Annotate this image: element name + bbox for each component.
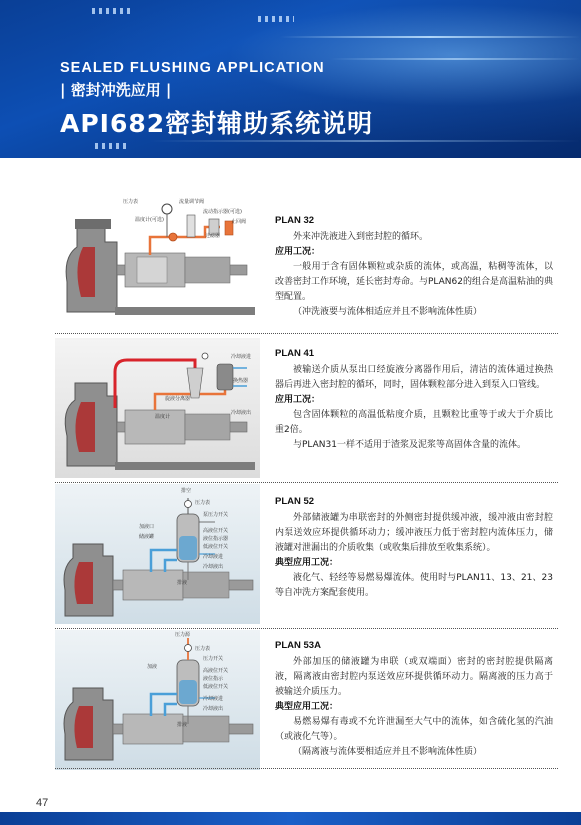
callout-label: 冷却液进 <box>203 554 224 560</box>
callout-label: 高液位开关 <box>203 528 229 534</box>
paragraph: 与PLAN31一样不适用于渣浆及泥浆等高固体含量的流体。 <box>293 440 526 450</box>
callout-label: 压力源 <box>175 632 191 638</box>
plan-intro: 被输送介质从泵出口经旋液分离器作用后，清洁的流体通过换热器后再进入密封腔的循环，同时，固体颗粒部分进入到泵入口管线。 <box>275 365 553 390</box>
callout-label: 冷却液进 <box>231 354 252 360</box>
pump-seal-diagram <box>55 187 260 327</box>
decorative-dots <box>258 16 294 22</box>
callout-label: 过滤器 <box>205 233 221 239</box>
callout-label: 高液位开关 <box>203 668 229 674</box>
plan-32-text <box>275 213 553 320</box>
paragraph: （冲洗液要与流体相适应并且不影响流体性质） <box>293 307 483 317</box>
plan-32-section <box>55 187 558 337</box>
application-label: 应用工况： <box>275 395 321 405</box>
pump-seal-diagram <box>55 338 260 478</box>
light-streak <box>150 140 580 142</box>
callout-label: 旋液分离器 <box>165 396 191 402</box>
footer-bar <box>0 812 581 825</box>
callout-label: 排液 <box>177 580 188 586</box>
decorative-dots <box>92 8 132 14</box>
callout-label: 温度计(可选) <box>135 217 164 223</box>
plan-52-text <box>275 494 553 601</box>
callout-label: 温度计 <box>155 414 171 420</box>
callout-label: 压力表 <box>123 199 139 205</box>
light-streak <box>330 58 580 60</box>
callout-label: 冷却液进 <box>203 696 224 702</box>
callout-label: 换热器 <box>233 378 249 384</box>
callout-label: 止回阀 <box>231 219 247 225</box>
page-number: 47 <box>36 797 49 809</box>
callout-label: 流量调节阀 <box>179 199 205 205</box>
paragraph: （隔离液与流体要相适应并且不影响流体性质） <box>293 747 483 757</box>
callout-label: 压力表 <box>195 500 211 506</box>
application-label: 应用工况： <box>275 247 321 257</box>
decorative-dots <box>95 143 129 149</box>
paragraph: 包含固体颗粒的高温低粘度介质，且颗粒比重等于或大于介质比重2倍。 <box>275 410 553 435</box>
header-english-title: SEALED FLUSHING APPLICATION <box>60 60 325 76</box>
callout-label: 排液 <box>177 722 188 728</box>
callout-label: 低液位开关 <box>203 684 229 690</box>
section-divider <box>55 333 558 334</box>
plan-52-diagram <box>55 484 260 624</box>
plan-53a-section <box>55 628 558 778</box>
callout-label: 储液罐 <box>139 534 155 540</box>
callout-label: 排空 <box>181 488 192 494</box>
plan-53a-text <box>275 638 553 760</box>
plan-41-section <box>55 336 558 482</box>
plan-32-diagram <box>55 187 260 327</box>
callout-label: 冷却液出 <box>231 410 252 416</box>
plan-52-section <box>55 482 558 628</box>
callout-label: 液位指示器 <box>203 536 229 542</box>
pump-seal-diagram <box>55 630 260 770</box>
section-divider <box>55 768 558 769</box>
header-chinese-subtitle: | 密封冲洗应用 | <box>60 81 172 99</box>
plan-title: PLAN 53A <box>275 640 321 651</box>
callout-label: 泵压力开关 <box>203 512 229 518</box>
plan-41-text <box>275 346 553 453</box>
light-streak <box>280 36 580 38</box>
callout-label: 冷却液出 <box>203 706 224 712</box>
header-banner <box>0 0 581 158</box>
paragraph: 液化气、轻经等易燃易爆流体。使用时与PLAN11、13、21、23等自冲洗方案配套使用。 <box>275 573 553 598</box>
callout-label: 压力开关 <box>203 656 224 662</box>
plan-title: PLAN 41 <box>275 348 315 359</box>
paragraph: 易燃易爆有毒或不允许泄漏至大气中的流体，如含硫化氢的汽油（或液化气等）。 <box>275 717 553 742</box>
pump-seal-diagram <box>55 484 260 624</box>
plan-title: PLAN 52 <box>275 496 315 507</box>
plan-intro: 外部加压的储液罐为串联（或双端面）密封的密封腔提供隔离液，隔离液由密封腔内泵送效应环提供循环动力。隔离液的压力高于被输送介质压力。 <box>275 657 553 697</box>
callout-label: 流动指示器(可选) <box>203 209 242 215</box>
callout-label: 低液位开关 <box>203 544 229 550</box>
callout-label: 加液口 <box>139 524 155 530</box>
plan-41-diagram <box>55 338 260 478</box>
plan-intro: 外部储液罐为串联密封的外侧密封提供缓冲液，缓冲液由密封腔内泵送效应环提供循环动力；缓冲液压力低于密封腔内流体压力，储液罐对泄漏出的介质收集（或收集后排放至收集系统）。 <box>275 513 553 553</box>
application-label: 典型应用工况： <box>275 558 339 568</box>
paragraph: 一般用于含有固体颗粒或杂质的流体，或高温，粘稠等流体，以改善密封工作环境，延长密封寿命。与PLAN62的组合是高温粘油的典型配置。 <box>275 262 553 302</box>
plan-intro: 外来冲洗液进入到密封腔的循环。 <box>293 232 429 242</box>
page-title: API682密封辅助系统说明 <box>60 109 374 138</box>
callout-label: 冷却液出 <box>203 564 224 570</box>
callout-label: 压力表 <box>195 646 211 652</box>
plan-title: PLAN 32 <box>275 215 315 226</box>
callout-label: 液位指示 <box>203 676 224 682</box>
plan-53a-diagram <box>55 630 260 770</box>
callout-label: 加液 <box>147 664 158 670</box>
application-label: 典型应用工况： <box>275 702 339 712</box>
